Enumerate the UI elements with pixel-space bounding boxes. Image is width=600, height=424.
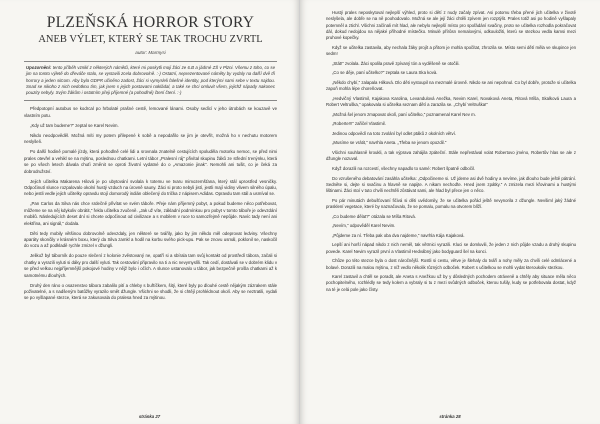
right-paragraph: „Stát!" zvolala. Žáci spolila pravě zpívaný tón a vyděšeně se otočili. [332, 60, 460, 66]
right-paragraph: „Roberte!!!" zařičel Vlastimil. [332, 121, 386, 127]
left-paragraph: Jejich učitelka Makarena Hilová je po ubytování svolala k totemu ve tvaru mimozemšťana, který stál uprostřed vesničky. Odpočinutí slunce rozpalovalo okolní hustý vzduch na úrovně sauny. Žáci si proto nebyli jistí, jestli mají vidiny vlivem silného úpalu, nebo jestli vedle jejich učitelky opravdu stojí domorodý indián oblečený do trička z nápisem Adidas. Opravdu tam stál a usmíval se. [24, 178, 277, 197]
right-paragraph: Když se učitelka zastavila, aby nechala žáky projít a přitom je mohla spočítat, zhrozila se. Místo semi dětí měla ve skupince jen sedm! [326, 44, 576, 57]
left-paragraph: Druhý den ráno o osazenstvo tábora zabalilo pití a chleby s buřtíčkem, šitý, které byly po dlouhé cestě nějakým zázrakem stále poživatelné, a s nadšeným batůžky vyrazilo smět džungle. Všichni se shodli, že si chtějí prohlédnout okolí. Aby se neztratili, vydali se po vyšlapané stezce, která se zakusovala do pralesa hned za mýtinou. [24, 282, 277, 301]
right-paragraph: „Někdo chybí," zalapala Hilková. Dlo děti vystoupil na mezmalé úrovně. Nikdo se ani nepohnul. Co byl dobře, protože si učitelka zapoň mohla lépe choreňovat. [326, 79, 576, 92]
story-subtitle: ANEB VÝLET, KTERÝ SE TAK TROCHU ZVRTL [38, 34, 263, 45]
author-note-body: tento příběh vznikl z některých námětů, které mi poskytli moji žáci ze 6.B a jádrné ZŠ v Plzni. Všemu z toho, co se jim na tomto výletě do dřeváče stalo, se vystavili zcela dobrovolně. :-) Ostatní, neprezentované náměty by vydaly na další dvě tři horrory a jeden sitcom. Aby byla GDPR učiněno zadost, žáci si vymysleli falešné identity, pod kterými sami sebe v textu najdou. Snad se nikoho z nich nedotknu tím, jak jsem s jejich postavami nakládal, a také se chci omluvit všem, jejichž nápady nakonec pouzity nebyly. Svým žákům i ostatním přeji příjemné (a pohodlné) čtení čtení. :-) [26, 65, 275, 96]
left-paragraph: „Pan Carlos da Silva nás chce srdečně přivítat ve svém táboře. Přeje nám příjemný pobyt, a pokud budeme něco potřebovat, můžeme se na něj kdykoliv obrátit," řekla učitelka zvučeně. „Jak už víte, základní podmínkou pro pobyt v tomto táboře je odevzdání mobilů. Následujících deset dní si chcete odpočinout od civilizace a s mobilem v ruce to samozřejmě nepůjde. Navíc tady není ani elektřina, ani signál," dodala. [24, 201, 277, 226]
right-paragraph: „Nevím," odpověděl Karel Nevim. [332, 223, 396, 229]
right-paragraph: „Hedvičný Vlastimil, Kajakova Karolina, Levandulová Anežka, Nevim Karel, Novaková Aneta, Ritová Míša, Skalková Laura a Robert Veltruška," opakovala si učitelka seznam dětí a zarazila se. „Chybí Veltruška!" [326, 95, 576, 108]
left-page-number: stránka 27 [138, 414, 161, 419]
left-paragraph: Po další hodině pomalé jízdy, která pohodlně celé lidi a srovnala znatelně cestujících spoluděla motorku nemoc, se před nimi prales otevřel a vehikl se na mýtinu, poslednou chatkami. Letní tábor „Pralesní ráj" přivítal skupinu žáků ze střední trenýnku, která se po všech letech dávala chuťi změnit se oproti životní vydatné do o „Amazonie jinak". Nemohli ani tušit, co je čeká za dobrodružství. [24, 149, 277, 174]
right-paragraph: Všichni souhlasně kroukli, a tak výprava zahájila zpáteční. Stále nepřestával volat Robertovo jméno, Robertův hlas se ale z džungle nozuval. [326, 150, 576, 162]
left-paragraph: Děti tedy mobily většinou dobrovolně odevzdaly, jen některé se tvářily, jako by jim někdo měl odeprovat ledviny. Všechny aparáty skončily v krásném boxu, který da Silva zamkl a hodil na korbu svého pick-upu. Pak se znovu usmál, poklonil se, naskočil do vozu a až podkladě rychle zmizel v džungli. [24, 230, 277, 249]
right-paragraph: „Půjdeme za ní. Třeba pak oba dva najdeme," navrhla Kája Kajaková. [332, 232, 465, 238]
right-paragraph: Jedinou odpovědí na toto zvolání byl odlet ptáků z okolních větví. [332, 130, 456, 136]
right-paragraph: „Musíme se vrátit," navrhla Aneta. „Třeba se jenom opozdil." [332, 140, 447, 146]
right-paragraph: Karel zastavil a chtěl se poradit, ale Aneta s Anežkou už by y důsledných pochodem otráveně a chtěly aby situace měla něco pochopitelného, rozhlédly se tedy kolem a vybraly si tu z mezi svůdných odboček, kterou tušily, kudy se potřebovala dostat, když na té je celá pole jako čísty. [326, 274, 576, 292]
author-note-text [26, 65, 275, 96]
author-note-lead: Upozornění: [26, 65, 52, 70]
right-paragraph: Chůze po této stezce byla o dost náročnější. Rostli si cestu, větve je šlehaly do tváří a nohy měly za chvíli celé odmlácené a bolavé. Dorazili na malou mýtinu, z níž vedlo několik různých odboček. Robert s učitelkou se mohli vydat kteroukoliv stezkou. [326, 258, 576, 270]
right-paragraph: „Možná šel jenom zmapovat okolí, paní učitelko," poznamenal Karel Nev m. [332, 111, 476, 117]
right-page-number: stránka 28 [439, 414, 461, 419]
left-paragraph: „Kdy už tam budeme?" zeptal se Karel Nevim. [30, 122, 119, 128]
author-note [24, 61, 277, 101]
right-paragraph: Když dorazili na rozcestí, všechny napadlo to samé: Robert špatně odbočil. [332, 165, 476, 171]
right-paragraph: „Co budeme dělat?" otázala se Míša Ritová. [332, 213, 416, 219]
right-paragraph: Po pár minutách debušťovaní fičivá si děti uvědomily, že se učitelka pořád ještě nevynorila z džungle. Nevšiml jaký žádné prasklení vegetace, které by naznačovalo, že se pomalu, pomalu na otvorem blíží. [326, 197, 576, 209]
right-paragraph: Lepší ani horší nápad nikdo z nich neměl, tak větrnici vyrazili. Kluci se domluvili, že jeden z nich půjde vzadu a druhý skupinu povede. Karel Nevim vyrazil první a Vlastimil Hedvábný jako bodyguard šel na konci. [326, 242, 576, 254]
right-paragraph: „Co se děje, paní učitelko?" zeptala se Laura Ska kovà. [332, 70, 438, 76]
right-page [300, 0, 600, 424]
left-paragraph: Nikdo neodpověděl. Možná míti my potem přilepené k sobě a nepodařilo se jim je otevřít, možná ho v nechutu motorem neslyšeli. [24, 132, 277, 145]
story-author: autor: Marmysi [135, 50, 166, 55]
right-paragraph: Do vzrušeného debatování zasáhla učitelka: „Odpočineme si. Už jdeme asi dvě hodiny a nevíme, jak dlouho bude ještě pátrání. Sedněte si, dejte si svačinu a hlavně se napijte. A nikam nechoďte. Hned jsem zpátky." A zmizela mezi křovinami a hustými lištinami. Žáci stoí v tuto chvíli nechtěli zůstávat sami, ale hlad byl přece jen o něco. [326, 175, 576, 194]
right-page-content [326, 10, 576, 406]
story-title: PLZEŇSKÁ HORROR STORY [46, 14, 255, 31]
right-paragraph: Hustý prales neposkytoval nejlepší výhled, proto si dětí z nudy začaly zpívat. Asi potomu třeba přené jich učitelka v životě neslyšela, ale dobře se na ně poohodovalo. Možná se ale její žáci chtěli zpívem jen rozptýlit. Prales totiž asi po hodině vyšlapaly potemněl a ztichl. Všichni začínali mít hlad, ale nebylo nejlepší místo pro spořádání svačiny, proto se učitelka rozhodla pokračovat dál, dokud nedojdou na nějaké příhodné místečko. Minulé přírůsn nemalovými, odkouložiti, kterú se stezkou vedla kamsi mezi pruhové kopečky. [326, 10, 576, 41]
left-page-content [24, 12, 277, 406]
left-paragraph: Jelikož byl táborník do pouze slečení z kolonie zvěstovaný ne, opatří si a sbírala tam svůj kontakt od prostředí tábora, začali si chatky a vyrazili vyluti si dáky pro další vyluti. Tak cestování připravilo na ti a nic nevymyslíli. Tak cedí, dostávali se v dobrém klidu v se před velkou nejpříjemnější pokojové hodiny v nějž bylo i očích. A slunce ustanovalo u tábor, jak bezpečně prošla chatkami až k samotnému dlouhých. [24, 253, 277, 278]
left-paragraph: Předpotopní autobus se kodrcal po hrbolaté prašné cestě, lemované lánami. Osoby sedící v jeho útrobách se kouzavě ve vlastním potu. [24, 106, 277, 118]
